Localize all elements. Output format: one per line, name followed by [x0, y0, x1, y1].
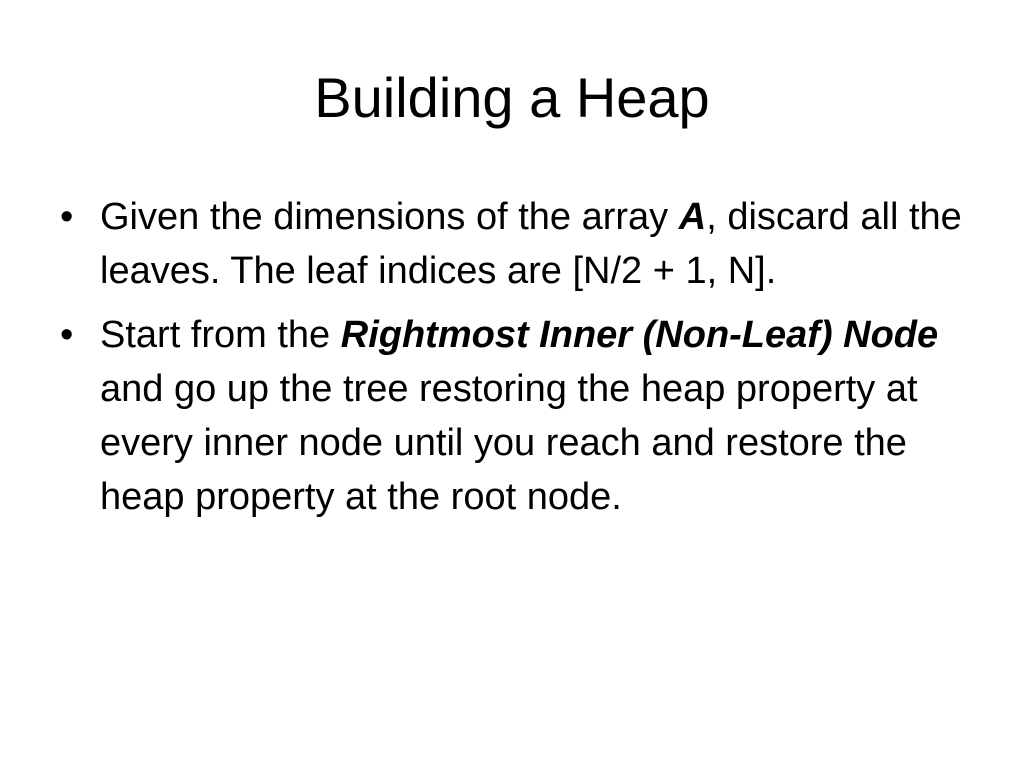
bullet-item-start-node — [60, 308, 980, 524]
bullet-marker: • — [60, 196, 74, 238]
bullet-marker: • — [60, 314, 74, 356]
bullet-list — [60, 190, 980, 534]
bullet-item-leaves — [60, 190, 980, 298]
array-name: A — [678, 196, 707, 238]
bullet-text-after-array: , discard all the leaves. The leaf indices are [N/2 + 1, N]. — [100, 196, 962, 292]
bullet-text-before-node: Start from the — [100, 314, 341, 356]
bullet-text-before-array: Given the dimensions of the array — [100, 196, 679, 238]
slide-title: Building a Heap — [314, 66, 710, 129]
node-name: Rightmost Inner (Non-Leaf) Node — [340, 314, 939, 356]
bullet-text-after-node: and go up the tree restoring the heap property at every inner node until you reach and restore the heap property at the root node. — [100, 368, 918, 518]
